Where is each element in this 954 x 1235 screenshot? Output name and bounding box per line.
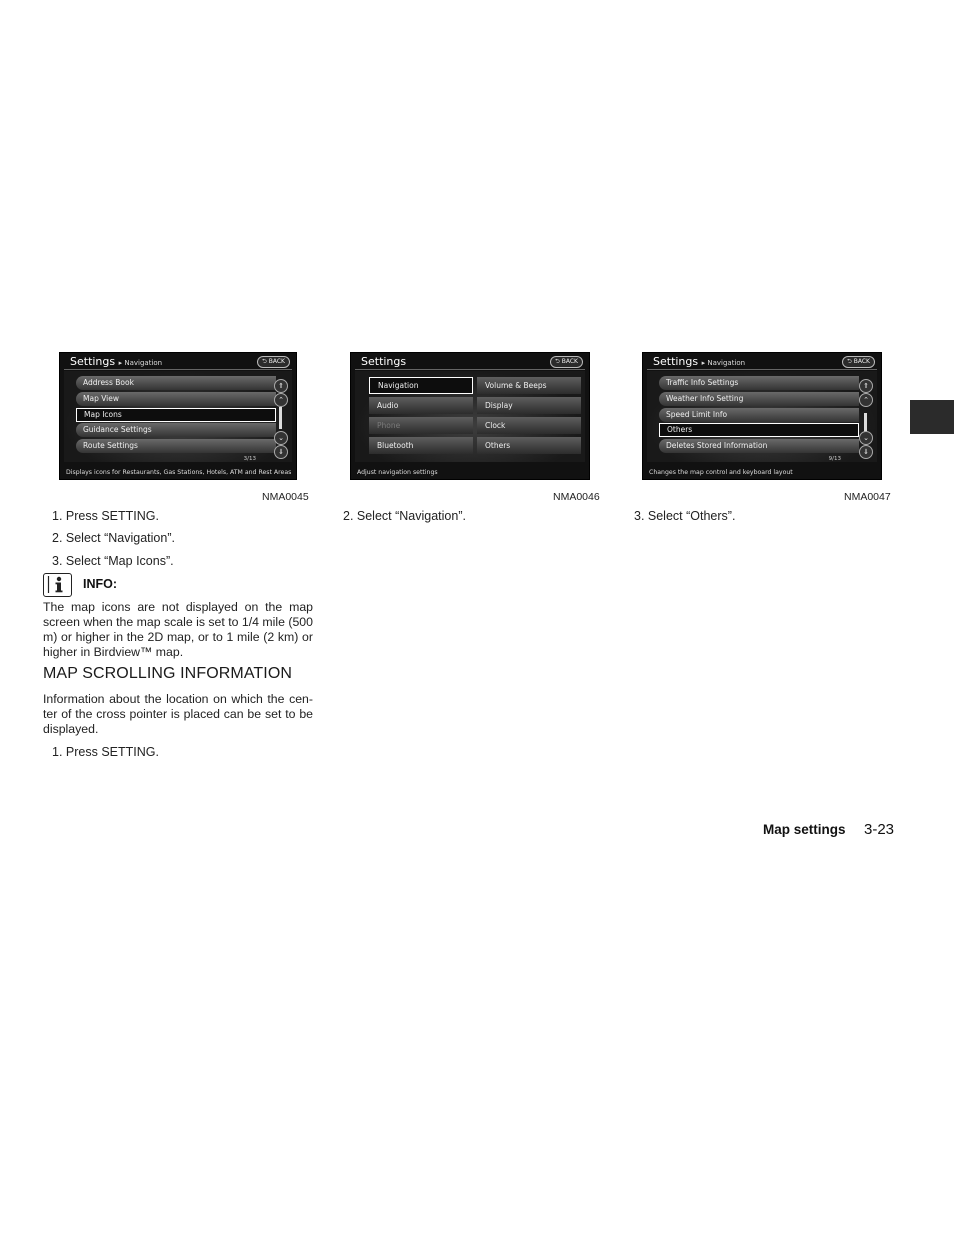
- scroll-controls: [859, 379, 873, 459]
- cell-bluetooth[interactable]: Bluetooth: [369, 437, 473, 454]
- status-text: Displays icons for Restaurants, Gas Stations, Hotels, ATM and Rest Areas: [66, 469, 292, 476]
- screen-body: [355, 371, 585, 462]
- screen-body: [64, 371, 292, 462]
- figure-code: NMA0047: [844, 491, 891, 503]
- figure-code: NMA0045: [262, 491, 309, 503]
- menu-list: [659, 376, 859, 455]
- menu-item-traffic-info-settings[interactable]: Traffic Info Settings: [659, 376, 859, 390]
- section-heading: MAP SCROLLING INFORMATION: [43, 665, 293, 682]
- figure-nma0045-screen: [59, 352, 297, 480]
- info-label: INFO:: [83, 577, 118, 591]
- cell-others[interactable]: Others: [477, 437, 581, 454]
- page-up-icon[interactable]: ⇑: [859, 379, 873, 393]
- step-1-scrolling: 1. Press SETTING.: [52, 745, 159, 759]
- page-indicator: 9/13: [828, 456, 841, 462]
- back-arrow-icon: ⮌: [847, 358, 852, 365]
- scroll-controls: [274, 379, 288, 459]
- figure-code: NMA0046: [553, 491, 600, 503]
- status-text: Changes the map control and keyboard layout: [649, 469, 793, 476]
- step-3: 3. Select “Map Icons”.: [52, 554, 174, 568]
- figure-nma0047-screen: [642, 352, 882, 480]
- page-down-icon[interactable]: ⇓: [274, 445, 288, 459]
- cell-navigation[interactable]: Navigation: [369, 377, 473, 394]
- chapter-tab: [910, 400, 954, 434]
- menu-list: [76, 376, 276, 455]
- cell-clock[interactable]: Clock: [477, 417, 581, 434]
- scrollbar[interactable]: [279, 407, 282, 429]
- screen-body: [647, 371, 877, 462]
- menu-item-guidance-settings[interactable]: Guidance Settings: [76, 423, 276, 437]
- page-down-icon[interactable]: ⇓: [859, 445, 873, 459]
- scroll-down-icon[interactable]: ⌄: [859, 431, 873, 445]
- back-arrow-icon: ⮌: [555, 358, 560, 365]
- cell-volume-beeps[interactable]: Volume & Beeps: [477, 377, 581, 394]
- screen-breadcrumb: ▸ Navigation: [118, 359, 163, 367]
- page-up-icon[interactable]: ⇑: [274, 379, 288, 393]
- back-button[interactable]: ⮌ BACK: [550, 356, 583, 368]
- menu-item-route-settings[interactable]: Route Settings: [76, 439, 276, 453]
- menu-item-speed-limit-info[interactable]: Speed Limit Info: [659, 408, 859, 422]
- status-text: Adjust navigation settings: [357, 469, 438, 476]
- title-divider: [64, 369, 292, 370]
- back-button[interactable]: ⮌ BACK: [842, 356, 875, 368]
- menu-item-address-book[interactable]: Address Book: [76, 376, 276, 390]
- menu-item-map-icons[interactable]: Map Icons: [76, 408, 276, 422]
- cell-phone: Phone: [369, 417, 473, 434]
- menu-item-others[interactable]: Others: [659, 423, 859, 437]
- figure-nma0046-screen: [350, 352, 590, 480]
- menu-item-map-view[interactable]: Map View: [76, 392, 276, 406]
- scroll-up-icon[interactable]: ⌃: [859, 393, 873, 407]
- cell-display[interactable]: Display: [477, 397, 581, 414]
- back-arrow-icon: ⮌: [262, 358, 267, 365]
- menu-item-deletes-stored-information[interactable]: Deletes Stored Information: [659, 439, 859, 453]
- screen-title: Settings ▸ Navigation: [653, 355, 746, 368]
- step-2-navigation: 2. Select “Navigation”.: [343, 509, 466, 523]
- step-2: 2. Select “Navigation”.: [52, 531, 175, 545]
- back-button[interactable]: ⮌ BACK: [257, 356, 290, 368]
- screen-breadcrumb: ▸ Navigation: [701, 359, 746, 367]
- step-1: 1. Press SETTING.: [52, 509, 159, 523]
- title-divider: [647, 369, 877, 370]
- info-icon: [43, 573, 72, 597]
- cell-audio[interactable]: Audio: [369, 397, 473, 414]
- footer-section-title: Map settings: [763, 822, 846, 837]
- screen-title: Settings ▸ Navigation: [70, 355, 163, 368]
- menu-item-weather-info-setting[interactable]: Weather Info Setting: [659, 392, 859, 406]
- section-body: Information about the location on which the cen-ter of the cross pointer is placed can be set to be displayed.: [43, 692, 313, 736]
- screen-title: Settings: [361, 355, 407, 368]
- page-indicator: 3/13: [243, 456, 256, 462]
- title-divider: [355, 369, 585, 370]
- info-text: The map icons are not displayed on the map screen when the map scale is set to 1/4 mile (500 m) or higher in the 2D map, or to 1 mile (2 km) or higher in Birdview™ map.: [43, 600, 313, 659]
- page-number: 3-23: [864, 821, 895, 838]
- scroll-up-icon[interactable]: ⌃: [274, 393, 288, 407]
- scroll-down-icon[interactable]: ⌄: [274, 431, 288, 445]
- step-3-others: 3. Select “Others”.: [634, 509, 736, 523]
